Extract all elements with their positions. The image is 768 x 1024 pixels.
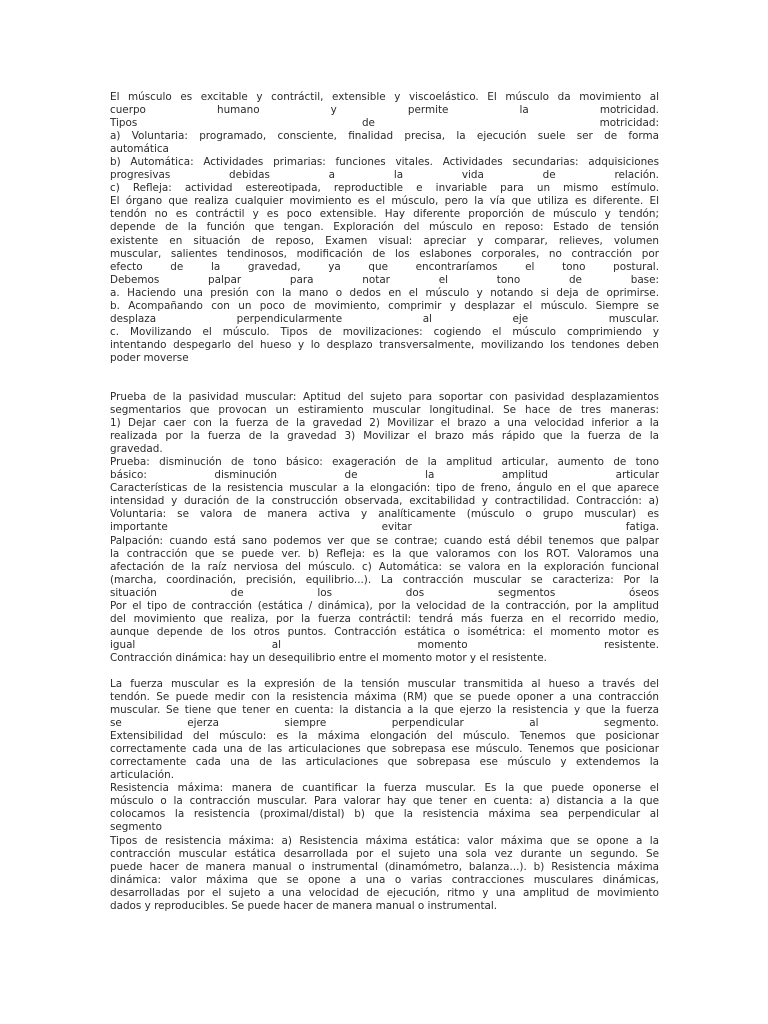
text-line: c. Movilizando el músculo. Tipos de movilizaciones: cogiendo el músculo comprimiendo y (110, 325, 659, 338)
text-line: articulación. (110, 769, 174, 782)
document-page (110, 91, 659, 913)
text-line: b) Automática: Actividades primarias: funciones vitales. Actividades secundarias: adquisiciones (110, 156, 659, 169)
text-line: dados y reproducibles. Se puede hacer de manera manual o instrumental. (110, 899, 498, 912)
text-line: gravedad. (110, 443, 163, 456)
text-line: muscular. Se tiene que tener en cuenta: la distancia a la que ejerzo la resistencia y que la fuerza (110, 704, 659, 717)
text-line: correctamente cada una de las articulaciones que sobrepasa ese músculo y extendemos la (110, 756, 659, 769)
text-line: Tipos de resistencia máxima: a) Resistencia máxima estática: valor máxima que se opone a la (110, 834, 659, 847)
text-line: El músculo es excitable y contráctil, extensible y viscoelástico. El músculo da movimiento al (110, 91, 659, 103)
text-line: automática (110, 143, 169, 156)
text-line: igual al momento resistente. (110, 638, 659, 651)
text-line: aunque depende de los otros puntos. Contracción estática o isométrica: el momento motor es (110, 625, 659, 638)
text-line: dinámica: valor máxima que se opone a una o varias contracciones musculares dinámicas, (110, 873, 659, 886)
text-line: a) Voluntaria: programado, consciente, finalidad precisa, la ejecución suele ser de forma (110, 130, 659, 143)
text-line: La fuerza muscular es la expresión de la tensión muscular transmitida al hueso a través del (110, 677, 659, 690)
text-line: Prueba de la pasividad muscular: Aptitud del sujeto para soportar con pasividad desplazamientos (110, 390, 659, 403)
paragraph-muscle-properties (110, 91, 659, 365)
text-line: Voluntaria: se valora de manera activa y analíticamente (músculo o grupo muscular) es (110, 508, 659, 521)
text-line: del movimiento que realiza, por la fuerza contráctil: tendrá más fuerza en el recorrido medio, (110, 612, 659, 625)
text-line: segmento (110, 821, 162, 834)
text-line: Contracción dinámica: hay un desequilibrio entre el momento motor y el resistente. (110, 651, 547, 664)
text-line: se ejerza siempre perpendicular al segmento. (110, 717, 659, 730)
text-line: puede hacer de manera manual o instrumental (dinamómetro, balanza...). b) Resistencia máxima (110, 860, 659, 873)
text-line: a. Haciendo una presión con la mano o dedos en el músculo y notando si deja de oprimirse. (110, 286, 659, 299)
text-line: afectación de la raíz nerviosa del músculo. c) Automática: se valora en la exploración funcional (110, 560, 659, 573)
text-line: c) Refleja: actividad estereotipada, reproductible e invariable para un mismo estímulo. (110, 182, 659, 195)
paragraph-passivity-test (110, 391, 659, 665)
text-line: intentando despegarlo del hueso y lo desplazo transversalmente, movilizando los tendones deben (110, 338, 659, 351)
text-line: desplaza perpendicularmente al eje muscular. (110, 312, 659, 325)
text-line: progresivas debidas a la vida de relación. (110, 169, 659, 182)
text-line: poder moverse (110, 351, 189, 364)
text-line: Prueba: disminución de tono básico: exageración de la amplitud articular, aumento de tono (110, 456, 659, 469)
text-line: realizada por la fuerza de la gravedad 3) Movilizar el brazo más rápido que la fuerza de la (110, 430, 659, 443)
text-line: situación de los dos segmentos óseos (110, 586, 659, 599)
text-line: El órgano que realiza cualquier movimiento es el músculo, pero la vía que utiliza es diferente. El (110, 195, 659, 208)
text-line: 1) Dejar caer con la fuerza de la gravedad 2) Movilizar el brazo a una velocidad inferior a la (110, 417, 659, 430)
text-line: desarrolladas por el sujeto a una velocidad de ejecución, ritmo y una amplitud de movimiento (110, 886, 659, 899)
text-line: la contracción que se puede ver. b) Refleja: es la que valoramos con los ROT. Valoramos una (110, 547, 659, 560)
paragraph-spacer (110, 665, 659, 678)
text-line: intensidad y duración de la construcción observada, excitabilidad y contractilidad. Contracción: a) (110, 495, 659, 508)
text-line: Características de la resistencia muscular a la elongación: tipo de freno, ángulo en el que aparece (110, 482, 659, 495)
text-line: importante evitar fatiga. (110, 521, 659, 534)
text-line: cuerpo humano y permite la motricidad. (110, 104, 659, 117)
text-line: depende de la función que tengan. Exploración del músculo en reposo: Estado de tensión (110, 221, 659, 234)
text-line: tendón. Se puede medir con la resistencia máxima (RM) que se puede oponer a una contracción (110, 691, 659, 704)
text-line: Extensibilidad del músculo: es la máxima elongación del músculo. Tenemos que posicionar (110, 730, 659, 743)
text-line: Por el tipo de contracción (estática / dinámica), por la velocidad de la contracción, por la amplitud (110, 599, 659, 612)
text-line: (marcha, coordinación, precisión, equilibrio...). La contracción muscular se caracteriza: Por la (110, 573, 659, 586)
text-line: Resistencia máxima: manera de cuantificar la fuerza muscular. Es la que puede oponerse el (110, 782, 659, 795)
text-line: existente en situación de reposo, Examen visual: apreciar y comparar, relieves, volumen (110, 234, 659, 247)
text-line: músculo o la contracción muscular. Para valorar hay que tener en cuenta: a) distancia a la que (110, 795, 659, 808)
text-line: b. Acompañando con un poco de movimiento, comprimir y desplazar el músculo. Siempre se (110, 299, 659, 312)
text-line: efecto de la gravedad, ya que encontraríamos el tono postural. (110, 260, 659, 273)
text-line: básico: disminución de la amplitud articular (110, 469, 659, 482)
text-line: Palpación: cuando está sano podemos ver que se contrae; cuando está débil tenemos que palpar (110, 534, 659, 547)
paragraph-spacer (110, 365, 659, 391)
text-line: tendón no es contráctil y es poco extensible. Hay diferente proporción de músculo y tendón; (110, 208, 659, 221)
text-line: muscular, salientes tendinosos, modificación de los eslabones corporales, no contracción por (110, 247, 659, 260)
text-line: Debemos palpar para notar el tono de base: (110, 273, 659, 286)
text-line: colocamos la resistencia (proximal/distal) b) que la resistencia máxima sea perpendicular al (110, 808, 659, 821)
text-line: segmentarios que provocan un estiramiento muscular longitudinal. Se hace de tres maneras: (110, 404, 659, 417)
text-line: correctamente cada una de las articulaciones que sobrepasa ese músculo. Tenemos que posicionar (110, 743, 659, 756)
text-line: contracción muscular estática desarrollada por el sujeto una sola vez durante un segundo. Se (110, 847, 659, 860)
paragraph-muscle-strength (110, 678, 659, 913)
text-line: Tipos de motricidad: (110, 117, 659, 130)
